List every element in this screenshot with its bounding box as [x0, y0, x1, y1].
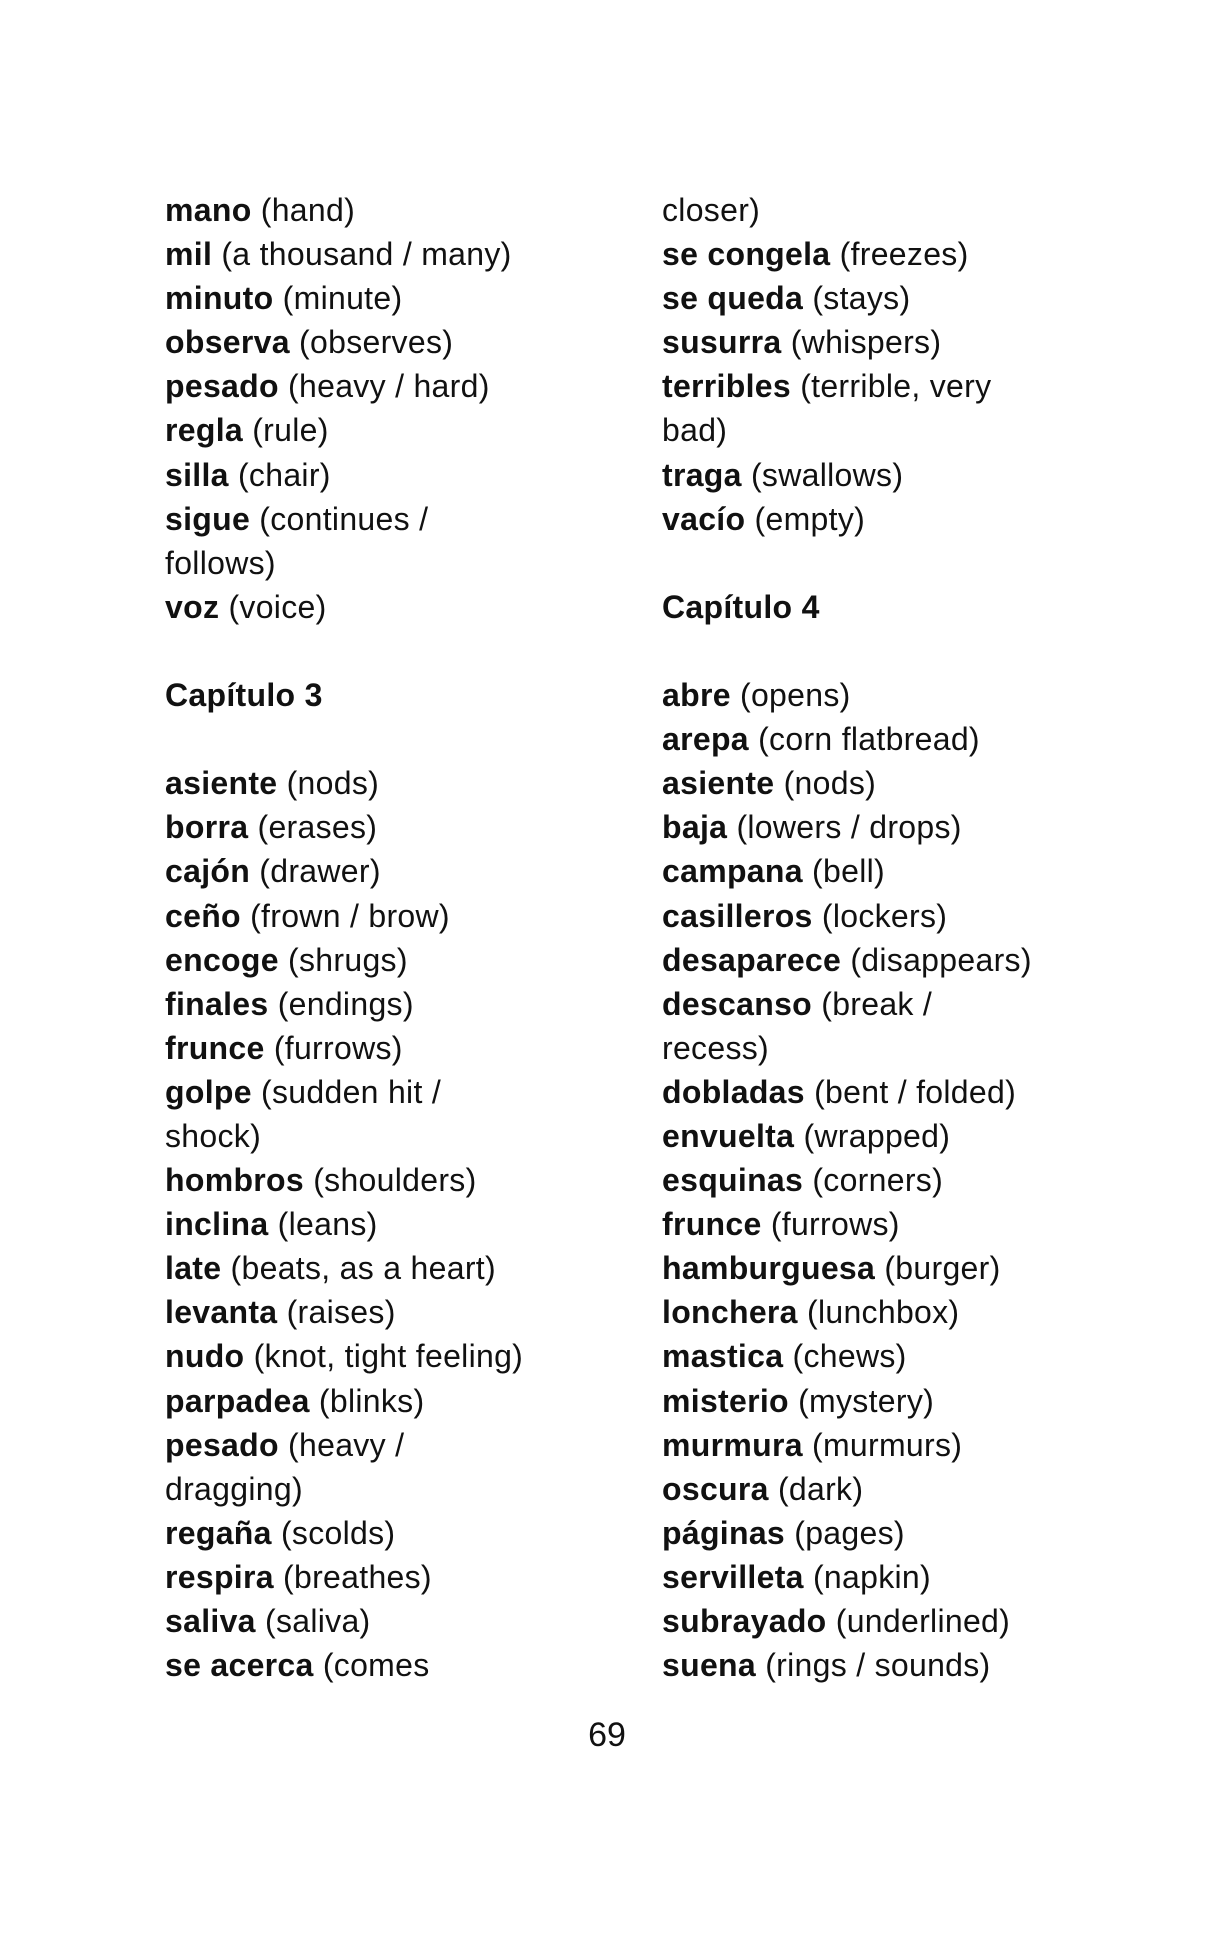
glossary-entry-continuation	[165, 541, 635, 585]
glossary-entry	[662, 453, 1132, 497]
glossary-entry	[662, 805, 1132, 849]
glossary-translation: (murmurs)	[812, 1426, 963, 1463]
glossary-term: servilleta	[662, 1558, 804, 1595]
glossary-right-column	[662, 188, 1132, 1687]
glossary-translation: (swallows)	[750, 456, 904, 493]
glossary-entry	[165, 1070, 635, 1114]
glossary-translation: (minute)	[282, 280, 403, 317]
glossary-translation: (corners)	[812, 1162, 944, 1199]
glossary-entry	[662, 1334, 1132, 1378]
glossary-translation: (terrible, very	[800, 368, 992, 405]
page-number: 69	[588, 1716, 626, 1754]
glossary-translation: (rule)	[252, 412, 329, 449]
glossary-term: regla	[165, 412, 243, 449]
glossary-entry	[662, 717, 1132, 761]
glossary-term: pesado	[165, 1426, 279, 1463]
glossary-entry	[662, 364, 1132, 408]
glossary-translation: (erases)	[257, 809, 378, 846]
glossary-term: borra	[165, 809, 249, 846]
glossary-translation: (observes)	[299, 324, 454, 361]
glossary-translation: (continues /	[259, 500, 429, 537]
glossary-translation: closer)	[662, 192, 761, 228]
glossary-entry-continuation	[165, 1114, 635, 1158]
glossary-entry	[165, 1026, 635, 1070]
glossary-term: traga	[662, 456, 742, 493]
glossary-translation: (beats, as a heart)	[230, 1250, 496, 1287]
glossary-entry	[165, 1555, 635, 1599]
glossary-term: murmura	[662, 1426, 803, 1463]
glossary-term: susurra	[662, 324, 782, 361]
glossary-translation: (lowers / drops)	[736, 809, 962, 846]
glossary-entry	[165, 408, 635, 452]
spacer	[165, 717, 635, 761]
glossary-entry	[165, 188, 635, 232]
glossary-entry	[165, 364, 635, 408]
glossary-term: inclina	[165, 1206, 269, 1243]
glossary-translation: (lockers)	[821, 897, 948, 934]
glossary-term: pesado	[165, 368, 279, 405]
glossary-translation: (burger)	[884, 1250, 1001, 1287]
glossary-entry	[662, 1114, 1132, 1158]
glossary-translation: recess)	[662, 1029, 770, 1066]
glossary-term: arepa	[662, 721, 749, 758]
glossary-translation: (mystery)	[798, 1382, 935, 1419]
glossary-term: mastica	[662, 1338, 784, 1375]
glossary-entry	[165, 1158, 635, 1202]
glossary-term: se congela	[662, 236, 831, 273]
glossary-entry	[662, 938, 1132, 982]
glossary-translation: (lunchbox)	[806, 1294, 960, 1331]
glossary-entry	[662, 894, 1132, 938]
glossary-translation: (blinks)	[318, 1382, 425, 1419]
glossary-term: baja	[662, 809, 728, 846]
glossary-translation: (chews)	[792, 1338, 907, 1375]
glossary-entry	[662, 1511, 1132, 1555]
glossary-term: casilleros	[662, 897, 813, 934]
glossary-translation: (shrugs)	[288, 941, 408, 978]
glossary-term: lonchera	[662, 1294, 798, 1331]
glossary-term: mil	[165, 236, 213, 273]
glossary-translation: (stays)	[812, 280, 911, 317]
glossary-translation: (comes	[322, 1647, 430, 1684]
glossary-term: campana	[662, 853, 803, 890]
glossary-term: hombros	[165, 1162, 304, 1199]
glossary-translation: bad)	[662, 412, 728, 449]
glossary-translation: (raises)	[286, 1294, 396, 1331]
glossary-entry	[662, 1423, 1132, 1467]
glossary-entry	[165, 1423, 635, 1467]
glossary-entry	[165, 1202, 635, 1246]
glossary-entry	[662, 276, 1132, 320]
glossary-entry	[165, 805, 635, 849]
glossary-translation: (furrows)	[273, 1029, 403, 1066]
glossary-term: suena	[662, 1647, 756, 1684]
glossary-entry	[662, 673, 1132, 717]
glossary-term: frunce	[165, 1029, 265, 1066]
glossary-translation: (bent / folded)	[814, 1073, 1017, 1110]
glossary-translation: (pages)	[794, 1514, 905, 1551]
glossary-translation: (nods)	[286, 765, 380, 802]
glossary-translation: (heavy /	[288, 1426, 405, 1463]
glossary-translation: (opens)	[740, 677, 851, 714]
glossary-entry	[165, 497, 635, 541]
glossary-term: sigue	[165, 500, 251, 537]
glossary-term: hamburguesa	[662, 1250, 876, 1287]
glossary-entry	[165, 232, 635, 276]
glossary-entry	[662, 320, 1132, 364]
glossary-entry	[662, 761, 1132, 805]
glossary-translation: dragging)	[165, 1470, 303, 1507]
glossary-entry	[662, 497, 1132, 541]
glossary-entry	[662, 982, 1132, 1026]
glossary-entry	[165, 1246, 635, 1290]
glossary-entry	[165, 585, 635, 629]
glossary-entry	[165, 1511, 635, 1555]
glossary-term: golpe	[165, 1073, 252, 1110]
glossary-translation: (leans)	[277, 1206, 378, 1243]
glossary-entry-continuation	[662, 188, 1132, 232]
glossary-term: se acerca	[165, 1647, 314, 1684]
glossary-entry	[662, 1246, 1132, 1290]
glossary-entry	[662, 1379, 1132, 1423]
glossary-translation: (napkin)	[812, 1558, 931, 1595]
glossary-translation: (hand)	[260, 192, 356, 228]
glossary-translation: (disappears)	[850, 941, 1032, 978]
glossary-entry	[165, 453, 635, 497]
glossary-entry	[165, 1290, 635, 1334]
glossary-term: asiente	[662, 765, 775, 802]
glossary-entry	[165, 761, 635, 805]
glossary-translation: (corn flatbread)	[758, 721, 980, 758]
glossary-term: misterio	[662, 1382, 789, 1419]
glossary-term: minuto	[165, 280, 274, 317]
glossary-translation: (breathes)	[283, 1558, 432, 1595]
glossary-term: voz	[165, 588, 220, 625]
glossary-term: nudo	[165, 1338, 245, 1375]
glossary-translation: (freezes)	[839, 236, 969, 273]
glossary-term: respira	[165, 1558, 274, 1595]
glossary-translation: (bell)	[812, 853, 885, 890]
glossary-translation: (endings)	[277, 985, 414, 1022]
glossary-entry	[662, 232, 1132, 276]
glossary-translation: (underlined)	[835, 1603, 1011, 1639]
glossary-entry	[165, 938, 635, 982]
spacer	[662, 541, 1132, 585]
glossary-entry-continuation	[662, 408, 1132, 452]
glossary-term: frunce	[662, 1206, 762, 1243]
glossary-term: esquinas	[662, 1162, 804, 1199]
glossary-entry	[662, 1643, 1132, 1687]
chapter-heading: Capítulo 4	[662, 588, 820, 625]
glossary-term: desaparece	[662, 941, 842, 978]
glossary-entry	[165, 1643, 635, 1687]
glossary-entry	[662, 1070, 1132, 1114]
glossary-term: abre	[662, 677, 731, 714]
glossary-entry	[165, 1334, 635, 1378]
glossary-translation: (dark)	[777, 1470, 864, 1507]
glossary-term: dobladas	[662, 1073, 805, 1110]
glossary-entry	[662, 1202, 1132, 1246]
glossary-translation: (scolds)	[280, 1514, 396, 1551]
glossary-translation: (nods)	[783, 765, 877, 802]
glossary-entry-continuation	[165, 1467, 635, 1511]
glossary-translation: (heavy / hard)	[288, 368, 490, 405]
spacer	[662, 629, 1132, 673]
glossary-translation: (rings / sounds)	[765, 1647, 991, 1684]
glossary-term: descanso	[662, 985, 813, 1022]
glossary-translation: (sudden hit /	[261, 1073, 442, 1110]
glossary-entry	[165, 1599, 635, 1643]
glossary-entry	[165, 320, 635, 364]
glossary-term: vacío	[662, 500, 746, 537]
glossary-term: asiente	[165, 765, 278, 802]
glossary-translation: follows)	[165, 544, 276, 581]
glossary-translation: (chair)	[237, 456, 331, 493]
glossary-translation: (saliva)	[264, 1603, 371, 1639]
glossary-term: levanta	[165, 1294, 278, 1331]
glossary-term: mano	[165, 192, 252, 228]
glossary-entry	[662, 1599, 1132, 1643]
glossary-term: terribles	[662, 368, 791, 405]
glossary-term: regaña	[165, 1514, 272, 1551]
glossary-translation: (whispers)	[790, 324, 942, 361]
glossary-translation: (frown / brow)	[250, 897, 450, 934]
glossary-term: páginas	[662, 1514, 786, 1551]
glossary-term: encoge	[165, 941, 279, 978]
glossary-left-column	[165, 188, 635, 1687]
chapter-heading: Capítulo 3	[165, 677, 323, 714]
glossary-term: saliva	[165, 1603, 256, 1639]
glossary-entry	[662, 1555, 1132, 1599]
glossary-translation: (knot, tight feeling)	[253, 1338, 524, 1375]
glossary-entry	[165, 894, 635, 938]
glossary-term: cajón	[165, 853, 251, 890]
glossary-entry	[662, 1467, 1132, 1511]
glossary-translation: (empty)	[754, 500, 866, 537]
glossary-term: parpadea	[165, 1382, 310, 1419]
glossary-translation: (voice)	[228, 588, 327, 625]
spacer	[165, 629, 635, 673]
glossary-entry	[165, 849, 635, 893]
glossary-entry	[165, 1379, 635, 1423]
glossary-translation: (shoulders)	[313, 1162, 477, 1199]
glossary-entry	[165, 276, 635, 320]
glossary-entry	[662, 1290, 1132, 1334]
glossary-term: observa	[165, 324, 290, 361]
glossary-entry	[662, 1158, 1132, 1202]
glossary-term: late	[165, 1250, 222, 1287]
glossary-translation: (drawer)	[259, 853, 381, 890]
glossary-translation: (wrapped)	[803, 1117, 951, 1154]
glossary-term: oscura	[662, 1470, 769, 1507]
glossary-translation: (a thousand / many)	[221, 236, 512, 273]
glossary-translation: (furrows)	[770, 1206, 900, 1243]
glossary-term: finales	[165, 985, 269, 1022]
glossary-term: silla	[165, 456, 229, 493]
glossary-entry	[165, 982, 635, 1026]
glossary-term: se queda	[662, 280, 804, 317]
glossary-term: ceño	[165, 897, 241, 934]
glossary-term: envuelta	[662, 1117, 795, 1154]
glossary-entry	[662, 849, 1132, 893]
glossary-term: subrayado	[662, 1603, 827, 1639]
glossary-translation: shock)	[165, 1117, 262, 1154]
glossary-entry-continuation	[662, 1026, 1132, 1070]
glossary-translation: (break /	[821, 985, 933, 1022]
